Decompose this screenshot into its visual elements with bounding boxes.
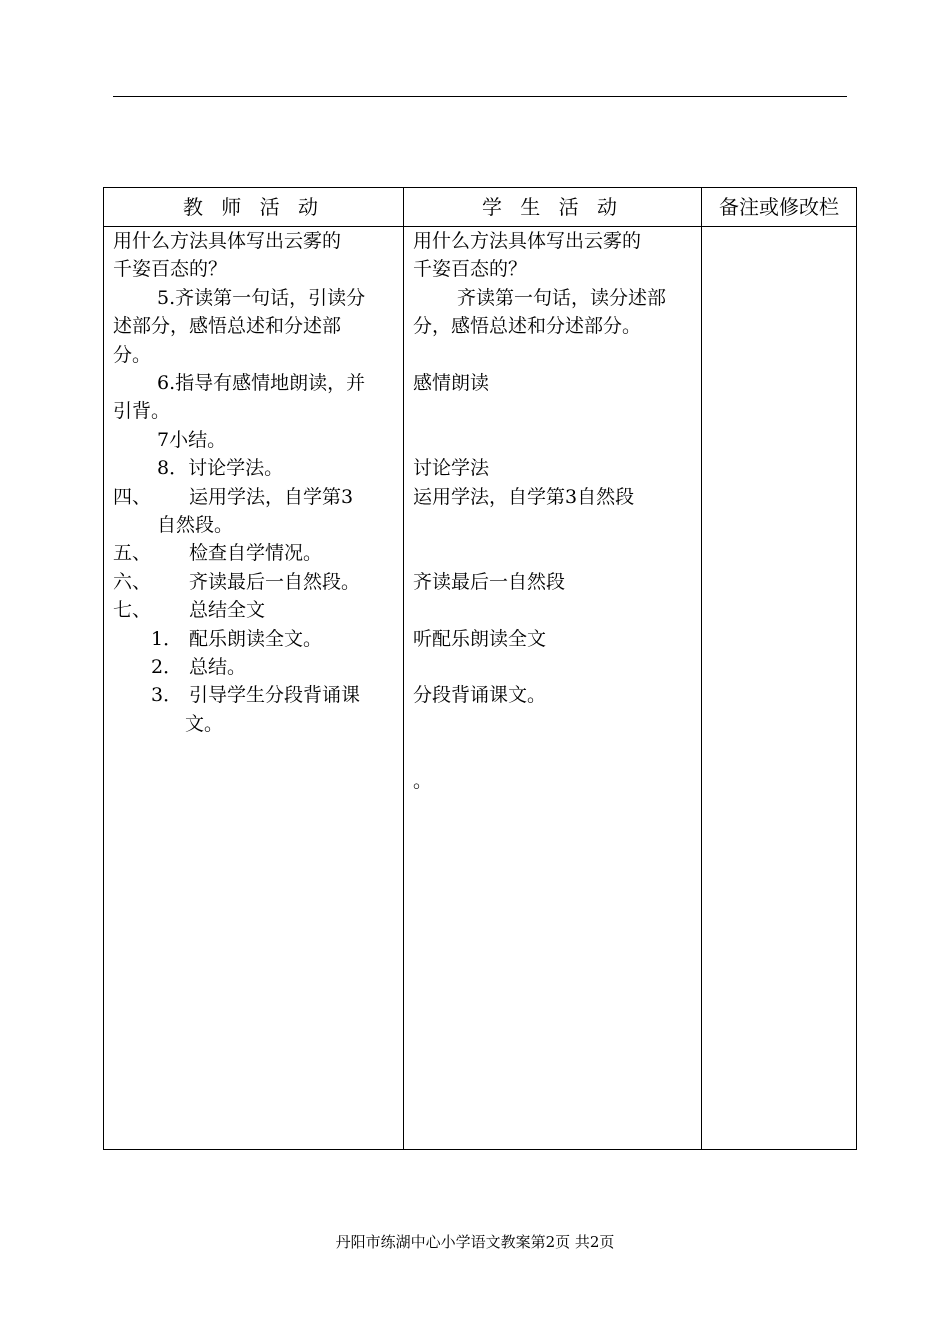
- teacher-line: 齐读最后一自然段。: [189, 571, 361, 593]
- teacher-line: 引导学生分段背诵课: [189, 684, 361, 706]
- page-footer: 丹阳市练湖中心小学语文教案第2页 共2页: [335, 1233, 615, 1251]
- column-divider: [403, 188, 404, 1149]
- teacher-list-marker: 1．: [151, 628, 183, 650]
- header-teacher-activity: 教 师 活 动: [182, 195, 325, 219]
- teacher-line: 6.指导有感情地朗读，并: [157, 372, 366, 394]
- teacher-line: 引背。: [113, 400, 171, 422]
- student-line: 听配乐朗读全文: [413, 628, 547, 650]
- student-line: 齐读最后一自然段: [413, 571, 566, 593]
- teacher-line: 总结全文: [189, 599, 266, 621]
- teacher-line: 用什么方法具体写出云雾的: [113, 230, 342, 252]
- teacher-line: 述部分，感悟总述和分述部: [113, 315, 342, 337]
- teacher-list-marker: 3．: [151, 684, 183, 706]
- teacher-list-marker: 六、: [113, 571, 152, 593]
- student-line: 用什么方法具体写出云雾的: [413, 230, 642, 252]
- column-divider: [701, 188, 702, 1149]
- teacher-line: 文。: [185, 713, 224, 735]
- student-line: 运用学法，自学第3自然段: [413, 486, 635, 508]
- student-line: 齐读第一句话，读分述部: [457, 287, 667, 309]
- student-line: 分段背诵课文。: [413, 684, 547, 706]
- student-line: 分，感悟总述和分述部分。: [413, 315, 642, 337]
- student-line: 。: [413, 770, 433, 792]
- teacher-line: 自然段。: [157, 514, 234, 536]
- teacher-list-marker: 2．: [151, 656, 183, 678]
- teacher-list-marker: 四、: [113, 486, 152, 508]
- teacher-line: 配乐朗读全文。: [189, 628, 323, 650]
- teacher-list-marker: 五、: [113, 542, 152, 564]
- teacher-line: 5.齐读第一句话，引读分: [157, 287, 366, 309]
- teacher-line: 千姿百态的？: [113, 258, 228, 280]
- teacher-list-marker: 七、: [113, 599, 152, 621]
- teacher-line: 检查自学情况。: [189, 542, 323, 564]
- header-student-activity: 学 生 活 动: [481, 195, 624, 219]
- teacher-line: 总结。: [189, 656, 247, 678]
- teacher-line: 8．讨论学法。: [157, 457, 284, 479]
- student-line: 感情朗读: [413, 372, 490, 394]
- teacher-line: 7小结。: [157, 429, 227, 451]
- student-line: 讨论学法: [413, 457, 490, 479]
- header-rule: [113, 96, 847, 97]
- student-line: 千姿百态的？: [413, 258, 528, 280]
- header-notes-column: 备注或修改栏: [719, 195, 839, 219]
- teacher-line: 运用学法，自学第3: [189, 486, 354, 508]
- teacher-line: 分。: [113, 344, 152, 366]
